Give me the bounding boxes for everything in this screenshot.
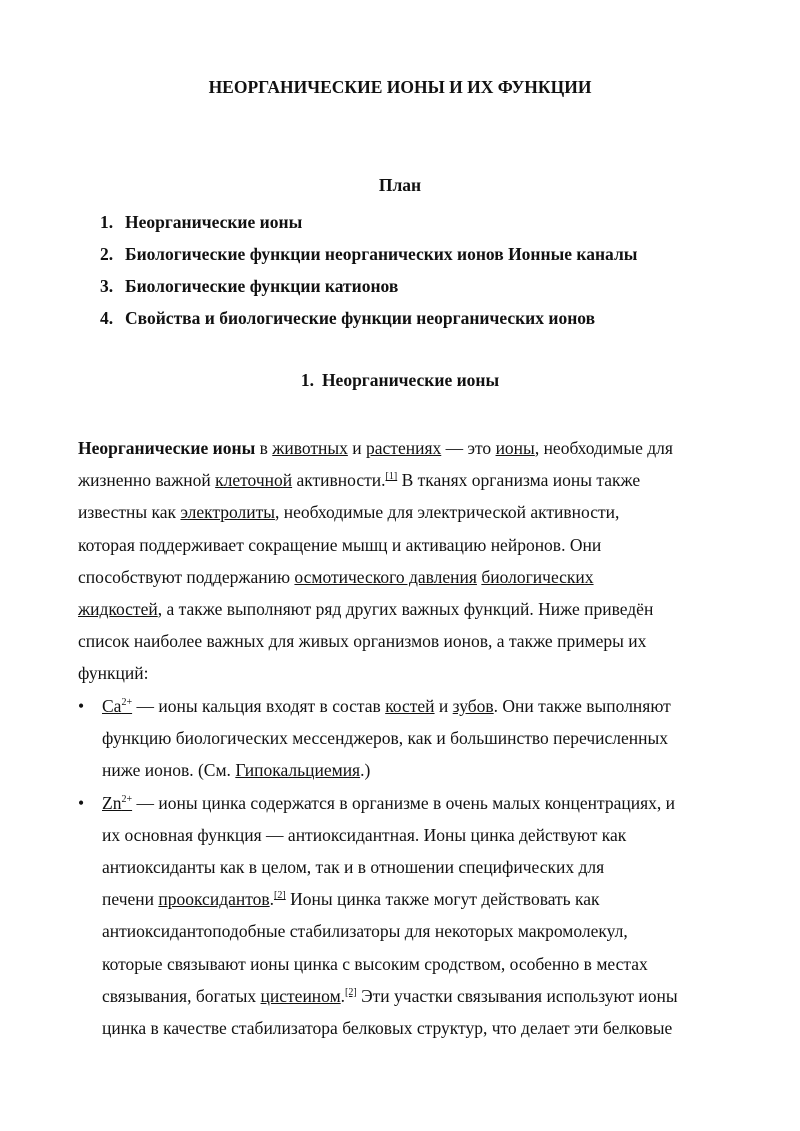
link-cellular[interactable]: клеточной <box>215 470 293 491</box>
link-teeth[interactable]: зубов <box>452 696 494 716</box>
paragraph-line <box>78 593 738 625</box>
text: активности. <box>292 470 386 491</box>
text: связывания, богатых <box>102 985 261 1006</box>
paragraph-line <box>102 754 738 786</box>
ion-charge: 2+ <box>121 793 133 805</box>
text: .) <box>360 760 371 781</box>
link-biological-fluids-cont[interactable]: жидкостей <box>78 599 158 620</box>
link-ions[interactable]: ионы <box>495 438 535 458</box>
plan-item-number: 3. <box>100 276 114 296</box>
paragraph-line: цинка в качестве стабилизатора белковых структур, что делает эти белковые <box>102 1018 673 1039</box>
text: — это <box>441 438 496 458</box>
link-electrolytes[interactable]: электролиты <box>180 502 276 523</box>
list-item-zinc <box>78 787 738 1045</box>
link-prooxidants[interactable]: прооксидантов <box>158 889 270 910</box>
ion-symbol: Zn <box>102 792 122 813</box>
link-cysteine[interactable]: цистеином <box>260 985 341 1006</box>
text: и <box>347 438 367 458</box>
ion-charge: 2+ <box>121 697 133 709</box>
text: печени <box>102 889 159 910</box>
paragraph-line: функций: <box>78 663 149 684</box>
text: , а также выполняют ряд других важных функций. Ниже приведён <box>157 599 654 620</box>
paragraph-line <box>102 690 738 722</box>
list-item-calcium <box>78 690 738 787</box>
text: жизненно важной <box>78 470 216 491</box>
footnote-ref[interactable]: [2] <box>345 987 357 998</box>
link-hypocalcemia[interactable]: Гипокальциемия <box>235 760 361 781</box>
link-animals[interactable]: животных <box>272 438 348 458</box>
paragraph-line: их основная функция — антиоксидантная. Ионы цинка действуют как <box>102 824 627 845</box>
paragraph-line <box>102 883 738 915</box>
paragraph-line <box>78 496 738 528</box>
section-number: 1. <box>300 370 314 390</box>
intro-paragraph <box>78 432 738 690</box>
paragraph-line <box>102 787 738 819</box>
bullet-icon: • <box>78 792 85 813</box>
plan-item <box>100 270 637 302</box>
paragraph-line <box>102 980 738 1012</box>
plan-item <box>100 302 637 334</box>
section-title: Неорганические ионы <box>321 370 500 390</box>
link-bones[interactable]: костей <box>385 696 435 716</box>
link-plants[interactable]: растениях <box>366 438 442 458</box>
plan-item-number: 2. <box>100 244 114 264</box>
plan-heading: План <box>378 175 422 195</box>
paragraph-line: список наиболее важных для живых организмов ионов, а также примеры их <box>78 631 647 652</box>
plan-item-label: Биологические функции неорганических ионов Ионные каналы <box>125 244 638 264</box>
plan-item-label: Неорганические ионы <box>125 212 303 232</box>
text: в <box>255 438 273 458</box>
footnote-ref[interactable]: [2] <box>274 890 286 902</box>
plan-item-number: 1. <box>100 212 114 232</box>
plan-item-label: Биологические функции катионов <box>125 276 399 296</box>
text: — ионы кальция входят в состав <box>132 696 386 716</box>
paragraph-line <box>78 561 738 593</box>
paragraph-line <box>78 464 738 496</box>
text: и <box>434 696 453 716</box>
text: . Они также выполняют <box>493 696 671 716</box>
link-zinc[interactable] <box>102 793 132 813</box>
text: , необходимые для электрической активности, <box>275 502 620 523</box>
link-biological-fluids[interactable]: биологических <box>481 566 594 587</box>
plan-item <box>100 238 637 270</box>
plan-item-label: Свойства и биологические функции неорганических ионов <box>125 308 596 328</box>
text: , необходимые для <box>534 438 673 458</box>
text: . <box>340 985 346 1006</box>
bullet-icon: • <box>78 696 85 716</box>
paragraph-line <box>78 432 738 464</box>
plan-list <box>100 206 637 334</box>
text: ниже ионов. (См. <box>102 760 236 781</box>
text: способствуют поддержанию <box>78 566 295 587</box>
text: Ионы цинка также могут действовать как <box>285 889 600 910</box>
document-title: НЕОРГАНИЧЕСКИЕ ИОНЫ И ИХ ФУНКЦИИ <box>208 77 592 97</box>
paragraph-line: которые связывают ионы цинка с высоким сродством, особенно в местах <box>102 953 648 974</box>
text: известны как <box>78 502 181 523</box>
text: — ионы цинка содержатся в организме в очень малых концентрациях, и <box>132 792 675 813</box>
paragraph-line: антиоксидантоподобные стабилизаторы для некоторых макромолекул, <box>102 921 628 942</box>
section-heading <box>0 370 800 391</box>
paragraph-line: функцию биологических мессенджеров, как и большинство перечисленных <box>102 728 669 749</box>
paragraph-line: антиоксиданты как в целом, так и в отношении специфических для <box>102 857 605 878</box>
text: Эти участки связывания используют ионы <box>356 985 678 1006</box>
plan-item <box>100 206 637 238</box>
link-osmotic-pressure[interactable]: осмотического давления <box>294 566 477 587</box>
plan-item-number: 4. <box>100 308 114 328</box>
ion-symbol: Ca <box>102 696 122 716</box>
paragraph-line: которая поддерживает сокращение мышц и активацию нейронов. Они <box>78 534 602 555</box>
text: . <box>269 889 275 910</box>
ion-bullet-list <box>78 690 738 1044</box>
footnote-ref[interactable]: [1] <box>385 471 398 483</box>
term-bold: Неорганические ионы <box>78 438 256 458</box>
text: В тканях организма ионы также <box>397 470 641 491</box>
link-calcium[interactable] <box>102 696 132 716</box>
